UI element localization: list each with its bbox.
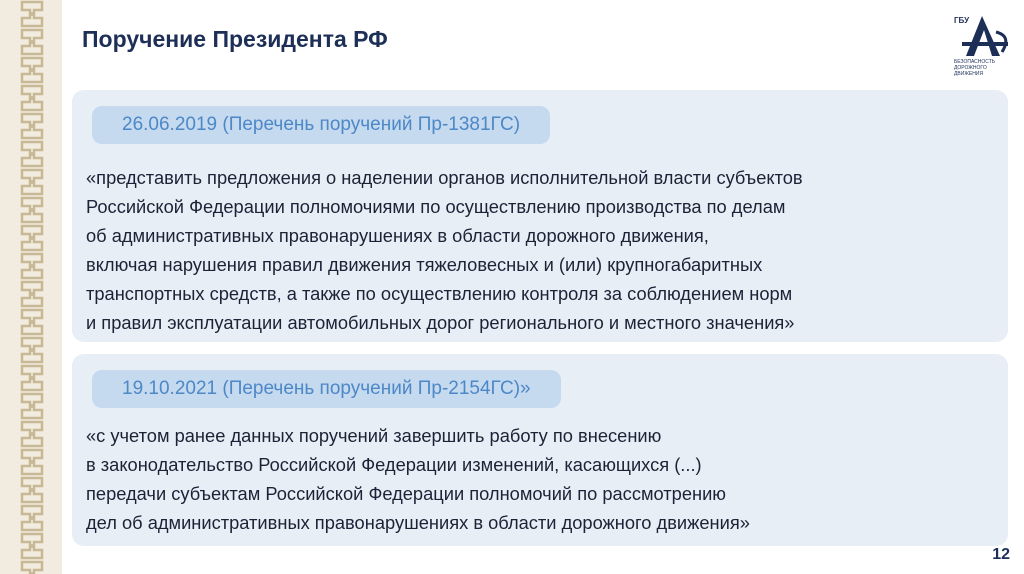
page-number: 12 [992, 546, 1010, 563]
page-title: Поручение Президента РФ [82, 26, 388, 52]
quote-line: передачи субъектам Российской Федерации полномочий по рассмотрению [86, 483, 727, 504]
quote-line: включая нарушения правил движения тяжеловесных и (или) крупногабаритных [86, 254, 763, 275]
quote-line: в законодательство Российской Федерации изменений, касающихся (...) [86, 454, 702, 475]
quote-line: об административных правонарушениях в области дорожного движения, [86, 225, 709, 246]
instruction-quote [86, 163, 986, 337]
logo-tagline-2: ДОРОЖНОГО [954, 65, 987, 71]
logo-org-text: ГБУ [954, 16, 970, 25]
quote-line: «с учетом ранее данных поручений завершить работу по внесению [86, 425, 662, 446]
date-badge: 19.10.2021 (Перечень поручений Пр-2154ГС)» [92, 370, 561, 408]
instruction-section-2019 [72, 90, 1008, 342]
quote-line: и правил эксплуатации автомобильных дорог регионального и местного значения» [86, 312, 795, 333]
organization-logo [952, 12, 1014, 78]
chain-pattern-icon [18, 0, 46, 574]
instruction-quote [86, 421, 986, 537]
quote-line: дел об административных правонарушениях в области дорожного движения» [86, 512, 750, 533]
logo-tagline-3: ДВИЖЕНИЯ [954, 71, 984, 77]
road-safety-logo-icon [952, 12, 1014, 78]
quote-line: «представить предложения о наделении органов исполнительной власти субъектов [86, 167, 803, 188]
date-badge: 26.06.2019 (Перечень поручений Пр-1381ГС) [92, 106, 550, 144]
logo-tagline-1: БЕЗОПАСНОСТЬ [954, 59, 996, 65]
instruction-section-2021 [72, 354, 1008, 546]
quote-line: Российской Федерации полномочиями по осуществлению производства по делам [86, 196, 786, 217]
quote-line: транспортных средств, а также по осуществлению контроля за соблюдением норм [86, 283, 793, 304]
decorative-border-ornament [0, 0, 62, 574]
